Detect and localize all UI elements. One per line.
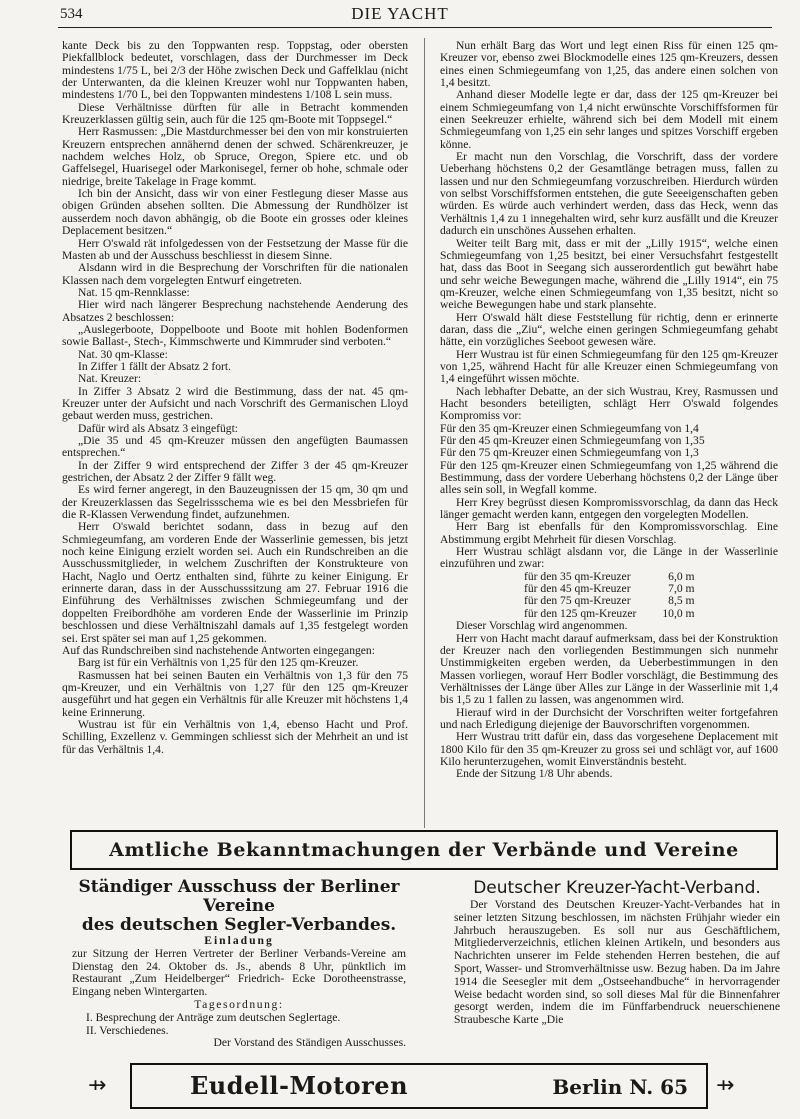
- paragraph: Herr Rasmussen: „Die Mastdurchmesser bei den von mir konstruierten Kreuzern entsprechen annähernd denen der schwed. Schärenkreuzer, je nachdem welches Holz, ob Spruce, Oregon, Spiere etc. und ob Gaffelsegel, Huarisegel oder Markonisegel, ferner ob hohe, schmale oder niedrige, breite Takelage in Frage kommt.: [62, 125, 408, 188]
- announcement-right-body: Der Vorstand des Deutschen Kreuzer-Yacht-Verbandes hat in seiner letzten Sitzung beschlossen, im nächsten Frühjahr wieder ein Jahrbuch herauszugeben. Es soll nur aus Geschäftlichem, Mitgliederverzeichnis, etlichen kleinen Artikeln, und besonders aus Nachrichten unserer im Felde stehenden Herren bestehen, die auf Sport, Wasser- und Stromverhältnisse usw. Bezug haben. Da im Jahre 1914 die Seesegler mit dem „Ostseehandbuche“ in hervorragender Weise bedacht worden sind, so soll dieses Mal für die Binnenfahrer gesorgt werden, indem die im Fünffarbendruck neuerschienene Straubesche Karte „Die: [454, 898, 780, 1027]
- paragraph: Nun erhält Barg das Wort und legt einen Riss für einen 125 qm-Kreuzer vor, ebenso zwei Blockmodelle eines 125 qm-Kreuzers, dessen eines einen Schmiegeumfang von 1,25, das andere einen solchen von 1,4 besitzt.: [440, 39, 778, 90]
- paragraph: Für den 35 qm-Kreuzer einen Schmiegeumfang von 1,4: [440, 421, 699, 435]
- paragraph: Diese Verhältnisse dürften für alle in Betracht kommenden Kreuzerklassen gültig sein, auch für die 125 qm-Boote mit Toppsegel.“: [62, 100, 408, 127]
- paragraph: Herr Wustrau schlägt alsdann vor, die Länge in der Wasserlinie einzuführen und zwar:: [440, 545, 778, 571]
- paragraph: Auf das Rundschreiben sind nachstehende Antworten eingegangen:: [62, 643, 375, 657]
- agenda-heading: Tagesordnung:: [194, 997, 284, 1011]
- paragraph: Herr O'swald hält diese Feststellung für richtig, denn er erinnerte daran, dass die „Ziu“, welche einen geringen Schmiegeumfang gehabt hätte, ein vorzügliches Seeboot gewesen wäre.: [440, 310, 778, 349]
- section-banner: Amtliche Bekanntmachungen der Verbände und Vereine: [70, 830, 778, 870]
- paragraph: Nat. 15 qm-Rennklasse:: [78, 285, 190, 299]
- announcement-kreuzer-yacht-verband: [454, 878, 780, 1027]
- paragraph: Herr Wustrau tritt dafür ein, dass das vorgesehene Deplacement mit 1800 Kilo für den 35 qm-Kreuzer zu gross sei und schlägt vor, auf 1600 Kilo herunterzugehen, womit Einverständnis besteht.: [440, 730, 778, 768]
- paragraph: Ich bin der Ansicht, dass wir von einer Festlegung dieser Masse aus obigen Gründen absehen sollten. Die Abmessung der Rundhölzer ist ausserdem noch davon abhängig, ob die Boote ein grosses oder kleines Deplacement besitzen.“: [62, 187, 408, 238]
- paragraph: Ende der Sitzung 1/8 Uhr abends.: [456, 767, 613, 781]
- agenda-item-2: II. Verschiedenes.: [86, 1023, 169, 1037]
- right-column-part-b: [440, 620, 778, 780]
- header-rule: [58, 27, 772, 28]
- paragraph: Herr O'swald rät infolgedessen von der Festsetzung der Masse für die Masten ab und der Ausschuss beschliesst in diesem Sinne.: [62, 236, 408, 262]
- ad-arrow-right: ⇸: [716, 1073, 735, 1098]
- paragraph: In Ziffer 1 fällt der Absatz 2 fort.: [78, 359, 232, 373]
- paragraph: In Ziffer 3 Absatz 2 wird die Bestimmung, dass der nat. 45 qm-Kreuzer unter der Aufsicht und nach Vorschrift des Germanischen Lloyd gebaut werden muss, gestrichen.: [62, 384, 408, 423]
- announcement-signature: Der Vorstand des Ständigen Ausschusses.: [213, 1036, 406, 1050]
- ad-arrow-left: ⇸: [88, 1073, 107, 1098]
- paragraph: Alsdann wird in die Besprechung der Vorschriften für die nationalen Klassen nach dem vorgelegten Entwurf eingetreten.: [62, 261, 408, 287]
- invitation-heading: Einladung: [204, 934, 274, 947]
- paragraph: Herr Wustrau ist für einen Schmiegeumfang für den 125 qm-Kreuzer von 1,25, während Hacht für alle Kreuzer einen Schmiegeumfang von 1,4 eingeführt wissen möchte.: [440, 347, 778, 386]
- ad-company-name: Eudell-Motoren: [190, 1071, 409, 1100]
- invitation-body: zur Sitzung der Herren Vertreter der Berliner Verbands-Vereine am Dienstag den 24. Oktober ds. Js., abends 8 Uhr, pünktlich im Restaurant „Zum Heidelberger“ Friedrich- Ecke Dorotheenstrasse, Eingang neben Wintergarten.: [72, 946, 406, 999]
- column-divider: [424, 38, 425, 828]
- table-row: [524, 595, 701, 607]
- table-cell-value: 8,5 m: [668, 594, 695, 608]
- announcement-title-line1: Ständiger Ausschuss der Berliner Vereine: [78, 877, 400, 916]
- ad-city: Berlin N. 65: [552, 1075, 688, 1099]
- paragraph: Hierauf wird in der Durchsicht der Vorschriften weiter fortgefahren und nach Erledigung diejenige der Bauvorschriften vorgenommen.: [440, 705, 778, 731]
- table-cell-label: für den 45 qm-Kreuzer: [524, 582, 631, 596]
- paragraph: Barg ist für ein Verhältnis von 1,25 für den 125 qm-Kreuzer.: [78, 656, 359, 670]
- paragraph: Für den 45 qm-Kreuzer einen Schmiegeumfang von 1,35: [440, 434, 705, 447]
- paragraph: Für den 75 qm-Kreuzer einen Schmiegeumfang von 1,3: [440, 446, 699, 460]
- announcement-title-line2: des deutschen Segler-Verbandes.: [81, 915, 397, 935]
- paragraph: Nat. Kreuzer:: [78, 372, 142, 386]
- page-number: 534: [60, 6, 83, 22]
- right-column: [440, 40, 778, 781]
- advertisement: [130, 1063, 708, 1109]
- paragraph: Herr O'swald berichtet sodann, dass in bezug auf den Schmiegeumfang, am vorderen Ende der Wasserlinie gemessen, bis jetzt noch keine Einigung erzielt worden sei. Auch ein Rundschreiben an die Ausschussmitglieder, in welchem Zuschriften der Konstrukteure von Hacht, Naglo und Oertz enthalten sind, führte zu keiner Einigung. Er erinnerte daran, dass in der Ausschusssitzung am 27. Februar 1916 die Einführung des Verhältnisses zwischen Schmiegeumfang und der doppelten Freibordhöhe am vorderen Ende der Wasserlinie im Prinzip beschlossen und diese Verhältniszahl damals auf 1,35 festgelegt worden sei. Erst später sei man auf 1,25 gekommen.: [62, 520, 408, 645]
- paragraph: Nat. 30 qm-Klasse:: [78, 347, 168, 361]
- right-column-part-a: [440, 40, 778, 571]
- announcement-right-title: Deutscher Kreuzer-Yacht-Verband.: [473, 878, 761, 898]
- paragraph: Dieser Vorschlag wird angenommen.: [456, 619, 628, 633]
- paragraph: Anhand dieser Modelle legte er dar, dass der 125 qm-Kreuzer bei einem Schmiegeumfang von 1,4 nicht erwünschte Vorschiffsformen für einen Seekreuzer erhielte, während sich bei dem Modell mit einem Schmiegeumfang von 1,25 ein sehr langes und spitzes Vorschiff ergeben könne.: [440, 88, 778, 151]
- table-cell-value: 7,0 m: [668, 582, 695, 596]
- paragraph: Herr Barg ist ebenfalls für den Kompromissvorschlag. Eine Abstimmung ergibt Mehrheit für diesen Vorschlag.: [440, 520, 778, 546]
- table-cell-label: für den 75 qm-Kreuzer: [524, 594, 631, 608]
- paragraph: „Die 35 und 45 qm-Kreuzer müssen den angefügten Baumassen entsprechen.“: [62, 434, 408, 460]
- paragraph: Für den 125 qm-Kreuzer einen Schmiegeumfang von 1,25 während die Bestimmung, dass der vordere Ueberhang höchstens 0,2 der Länge über alles sein soll, in Wegfall komme.: [440, 458, 778, 497]
- left-column: [62, 40, 408, 756]
- paragraph: Es wird ferner angeregt, in den Bauzeugnissen der 15 qm, 30 qm und der Kreuzerklassen das Segelrissschema wie es bei den Messbriefen für die R-Klassen Verwendung findet, aufzunehmen.: [62, 483, 408, 522]
- waterline-table: [524, 571, 701, 620]
- table-cell-label: für den 35 qm-Kreuzer: [524, 569, 631, 583]
- paragraph: Nach lebhafter Debatte, an der sich Wustrau, Krey, Rasmussen und Hacht besonders beteiligten, schlägt Herr O'swald folgendes Kompromiss vor:: [440, 384, 778, 423]
- announcement-standing-committee: [72, 878, 406, 1050]
- paragraph: kante Deck bis zu den Toppwanten resp. Toppstag, oder obersten Piekfallblock bedeutet, vorschlagen, dass der Durchmesser im Deck mindestens 1/75 L, bei 2/3 der Höhe zwischen Deck und Gaffelklau (nicht der Unterwanten, da die kleinen Kreuzer wohl nur Toppwanten haben, mindestens 1/70 L, bei den Toppwanten mindestens 1/108 L sein muss.: [62, 39, 408, 102]
- table-cell-value: 6,0 m: [668, 569, 695, 583]
- paragraph: Hier wird nach längerer Besprechung nachstehende Aenderung des Absatzes 2 beschlossen:: [62, 298, 408, 324]
- table-cell-value: 10,0 m: [662, 606, 695, 620]
- paragraph: Rasmussen hat bei seinen Bauten ein Verhältnis von 1,3 für den 75 qm-Kreuzer, und ein Verhältnis von 1,27 für den 125 qm-Kreuzer ausgeführt und hat gegen ein Verhältnis für alle Kreuzer mit höchstens 1,4 keine Erinnerung.: [62, 668, 408, 719]
- agenda-item-1: I. Besprechung der Anträge zum deutschen Seglertage.: [86, 1010, 341, 1024]
- paragraph: Herr von Hacht macht darauf aufmerksam, dass bei der Konstruktion der Kreuzer nach den vorliegenden Bestimmungen sich nunmehr Unstimmigkeiten ergeben werden, da Ueberbestimmungen in den Massen vorliegen, worauf Herr Bodler vorschlägt, die Bestimmung des Verhältnisses der Länge über Alles zur Länge in der Wasserlinie mit 1,4 bis 1,5 zu 1 fallen zu lassen, was angenommen wird.: [440, 631, 778, 707]
- table-cell-label: für den 125 qm-Kreuzer: [524, 606, 637, 620]
- paragraph: Dafür wird als Absatz 3 eingefügt:: [78, 421, 239, 435]
- paragraph: In der Ziffer 9 wird entsprechend der Ziffer 3 der 45 qm-Kreuzer gestrichen, der Absatz 2 der Ziffer 9 fällt weg.: [62, 458, 408, 485]
- running-head: DIE YACHT: [351, 4, 449, 23]
- paragraph: Er macht nun den Vorschlag, die Vorschrift, dass der vordere Ueberhang höchstens 0,2 der Gesamtlänge betragen muss, fallen zu lassen und nur den Schmiegeumfang vorzuschreiben. Hierdurch würden von selbst Vorschiffsformen entstehen, die gute Seeeigenschaften geben würden. Es würde auch verhindert werden, dass das Heck, wenn das Verhältnis 1,4 zu 1 innegehalten wird, sehr kurz ausfällt und die Kreuzer dadurch ein unschönes Aussehen erhalten.: [440, 150, 778, 238]
- paragraph: „Auslegerboote, Doppelboote und Boote mit hohlen Bodenformen sowie Ballast-, Stech-, Kimmschwerte und Kimmruder sind verboten.“: [62, 322, 408, 349]
- paragraph: Weiter teilt Barg mit, dass er mit der „Lilly 1915“, welche einen Schmiegeumfang von 1,25 besitzt, bei einer Versuchsfahrt festgestellt hat, dass das Boot in Seegang sich ausserordentlich gut bewährt habe und sehr weiche Bewegungen mache, während die „Lilly 1914“, ein 75 qm-Kreuzer, welche einen Schmiegeumfang von 1,35 besitzt, nicht so weiche Bewegungen habe und stark plansehte.: [440, 236, 778, 312]
- paragraph: Wustrau ist für ein Verhältnis von 1,4, ebenso Hacht und Prof. Schilling, Exzellenz v. Gemmingen schliesst sich der Mehrheit an und ist für das Verhältnis 1,4.: [62, 717, 408, 756]
- paragraph: Herr Krey begrüsst diesen Kompromissvorschlag, da dann das Heck länger gemacht werden kann, entgegen den vorgelegten Modellen.: [440, 495, 778, 522]
